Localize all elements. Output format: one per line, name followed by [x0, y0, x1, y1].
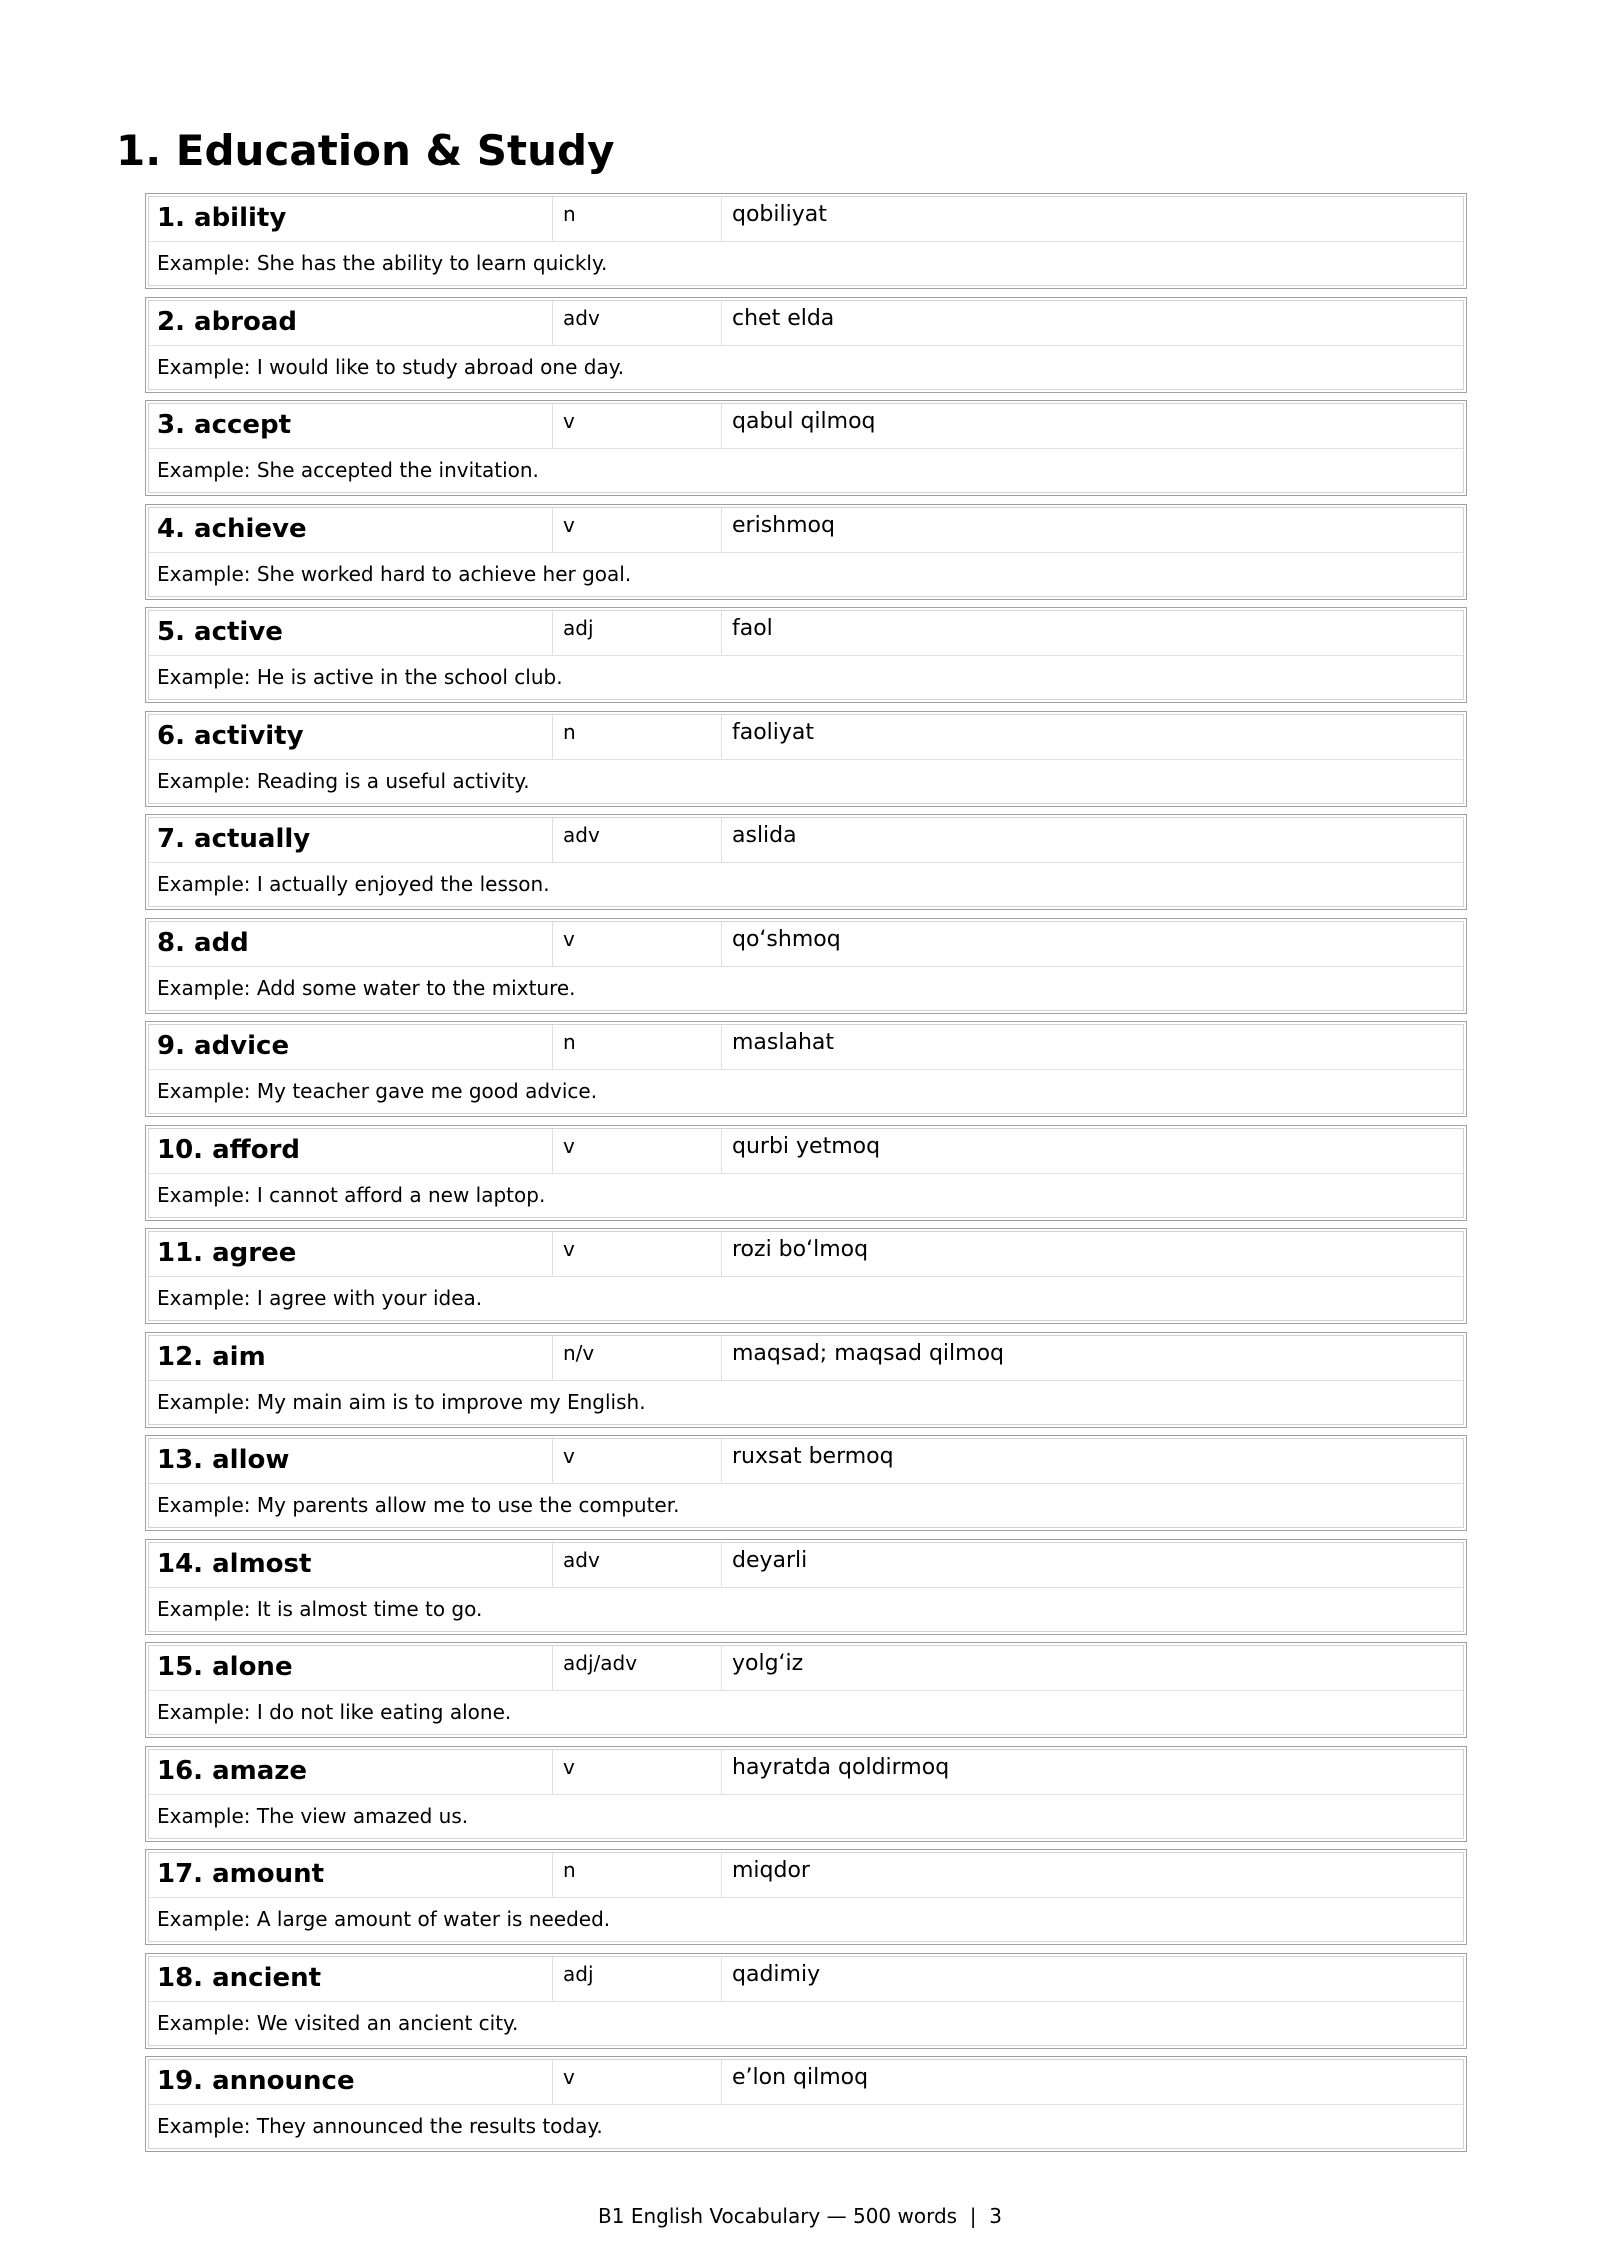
part-of-speech: v [553, 922, 722, 966]
vocab-entry [145, 297, 1467, 393]
translation: aslida [732, 823, 797, 848]
vocab-entry [145, 1228, 1467, 1324]
vocab-entry [145, 607, 1467, 703]
vocab-word: 2. abroad [149, 301, 553, 345]
example-sentence: Example: My parents allow me to use the computer. [157, 1493, 680, 1517]
vocab-entry [145, 1125, 1467, 1221]
vocab-word: 10. afford [149, 1129, 553, 1173]
part-of-speech: n [553, 1025, 722, 1069]
translation: qabul qilmoq [732, 409, 876, 434]
vocab-word: 16. amaze [149, 1750, 553, 1794]
translation: erishmoq [732, 512, 835, 538]
vocab-entry [145, 1021, 1467, 1117]
vocab-word: 17. amount [149, 1853, 553, 1897]
vocab-word: 15. alone [149, 1646, 553, 1690]
vocab-word: 8. add [149, 922, 553, 966]
example-sentence: Example: I do not like eating alone. [157, 1700, 512, 1724]
example-sentence: Example: I agree with your idea. [157, 1286, 483, 1310]
vocab-word: 13. allow [149, 1439, 553, 1483]
part-of-speech: n [553, 715, 722, 759]
translation: qurbi yetmoq [732, 1133, 881, 1159]
vocab-word: 3. accept [149, 404, 553, 448]
translation: qobiliyat [732, 202, 827, 227]
part-of-speech: v [553, 1439, 722, 1483]
section-title: 1. Education & Study [116, 126, 615, 175]
part-of-speech: adv [553, 301, 722, 345]
translation: hayratda qoldirmoq [732, 1754, 950, 1780]
translation: qo‘shmoq [732, 926, 841, 952]
vocab-entry [145, 1332, 1467, 1428]
part-of-speech: v [553, 2060, 722, 2104]
example-sentence: Example: He is active in the school club. [157, 665, 563, 689]
vocab-entry [145, 918, 1467, 1014]
part-of-speech: adv [553, 818, 722, 862]
vocab-entry [145, 1539, 1467, 1635]
part-of-speech: v [553, 508, 722, 552]
example-sentence: Example: She has the ability to learn quickly. [157, 251, 608, 275]
translation: e’lon qilmoq [732, 2065, 869, 2090]
vocab-word: 6. activity [149, 715, 553, 759]
vocab-word: 4. achieve [149, 508, 553, 552]
example-sentence: Example: Add some water to the mixture. [157, 975, 576, 1000]
part-of-speech: adj [553, 1957, 722, 2001]
example-sentence: Example: I actually enjoyed the lesson. [157, 872, 550, 896]
vocab-entry [145, 400, 1467, 496]
vocab-entry [145, 1435, 1467, 1531]
translation: miqdor [732, 1858, 810, 1883]
example-sentence: Example: My main aim is to improve my English. [157, 1389, 646, 1414]
page-footer: B1 English Vocabulary — 500 words | 3 [598, 2204, 1002, 2228]
translation: faoliyat [732, 719, 815, 745]
vocab-word: 5. active [149, 611, 553, 655]
translation: deyarli [732, 1547, 808, 1573]
part-of-speech: v [553, 404, 722, 448]
example-sentence: Example: I cannot afford a new laptop. [157, 1182, 546, 1207]
example-sentence: Example: A large amount of water is needed. [157, 1907, 611, 1931]
vocab-word: 19. announce [149, 2060, 553, 2104]
translation: yolg‘iz [732, 1651, 804, 1676]
vocabulary-list [145, 193, 1467, 2160]
translation: maqsad; maqsad qilmoq [732, 1340, 1005, 1366]
example-sentence: Example: The view amazed us. [157, 1803, 469, 1828]
part-of-speech: adj [553, 611, 722, 655]
part-of-speech: v [553, 1232, 722, 1276]
part-of-speech: n [553, 197, 722, 241]
example-sentence: Example: They announced the results today. [157, 2114, 603, 2138]
vocab-word: 18. ancient [149, 1957, 553, 2001]
example-sentence: Example: She worked hard to achieve her goal. [157, 561, 632, 586]
vocab-word: 9. advice [149, 1025, 553, 1069]
part-of-speech: adj/adv [553, 1646, 722, 1690]
vocab-entry [145, 1642, 1467, 1738]
vocab-entry [145, 2056, 1467, 2152]
translation: faol [732, 616, 773, 641]
vocab-entry [145, 1953, 1467, 2049]
example-sentence: Example: My teacher gave me good advice. [157, 1079, 598, 1103]
example-sentence: Example: We visited an ancient city. [157, 2010, 519, 2035]
vocab-entry [145, 711, 1467, 807]
vocab-entry [145, 1849, 1467, 1945]
vocab-word: 11. agree [149, 1232, 553, 1276]
part-of-speech: v [553, 1750, 722, 1794]
part-of-speech: v [553, 1129, 722, 1173]
vocab-entry [145, 193, 1467, 289]
translation: maslahat [732, 1030, 835, 1055]
part-of-speech: n [553, 1853, 722, 1897]
vocab-word: 1. ability [149, 197, 553, 241]
vocab-word: 12. aim [149, 1336, 553, 1380]
part-of-speech: n/v [553, 1336, 722, 1380]
vocab-entry [145, 1746, 1467, 1842]
vocab-word: 7. actually [149, 818, 553, 862]
vocab-entry [145, 814, 1467, 910]
translation: qadimiy [732, 1961, 821, 1987]
translation: chet elda [732, 305, 835, 331]
example-sentence: Example: Reading is a useful activity. [157, 768, 530, 793]
vocab-word: 14. almost [149, 1543, 553, 1587]
example-sentence: Example: I would like to study abroad one day. [157, 354, 625, 379]
example-sentence: Example: It is almost time to go. [157, 1596, 483, 1621]
part-of-speech: adv [553, 1543, 722, 1587]
example-sentence: Example: She accepted the invitation. [157, 458, 539, 482]
translation: rozi bo‘lmoq [732, 1237, 869, 1262]
vocab-entry [145, 504, 1467, 600]
translation: ruxsat bermoq [732, 1444, 894, 1469]
